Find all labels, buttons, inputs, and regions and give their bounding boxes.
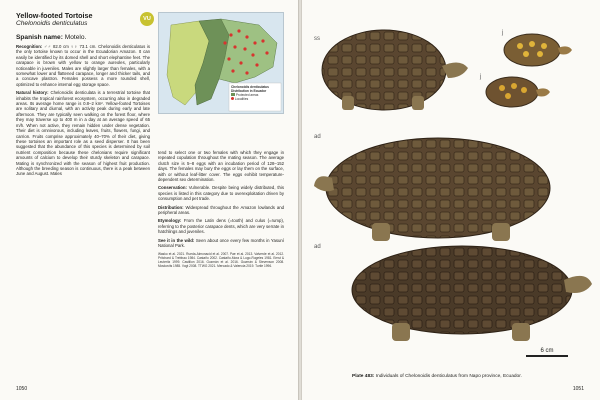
- tortoise-photos-graphic: [312, 18, 592, 348]
- spanish-name-label: Spanish name:: [16, 34, 63, 41]
- specimen-label: j: [480, 74, 482, 80]
- scientific-name: Chelonoidis denticulatus: [16, 20, 88, 27]
- plate-caption: [352, 374, 582, 379]
- plate-photographs: [312, 18, 592, 348]
- right-page: [302, 0, 600, 400]
- paragraph-distribution: Distribution: Widespread throughout the Amazon lowlands and peripheral areas.: [158, 204, 284, 216]
- spanish-name-value: Motelo.: [64, 34, 87, 41]
- paragraph-recognition: Recognition: ♂♂ 82.0 cm ♀♀ 73.1 cm. Chelonoidis denticulatus is the only tortoise known to occur in the Ecuadorian Amazon. It can easily be identified by its domed shell and short elephantine feet. The carapace is brown with yellow to orange aureoles, particularly noticeable in juveniles. Males are slightly larger than females, with a somewhat lower and flattened carapace, longer and thicker tails, and a concave plastron. Females possess a more rounded shell, optimized to enhance internal egg storage space.: [16, 44, 150, 87]
- paragraph-conservation: Conservation: Vulnerable. Despite being widely distributed, this species is listed in this category due to overexploitation driven by consumption and pet trade.: [158, 185, 284, 202]
- caption-label: Plate 483:: [352, 374, 375, 379]
- specimen-label: ss: [314, 36, 320, 42]
- scale-bar: [526, 348, 568, 357]
- specimen-label: j: [502, 30, 504, 36]
- page-number-right: 1051: [572, 386, 584, 392]
- scale-label: 6 cm: [540, 348, 554, 354]
- specimen-label: ad: [314, 134, 321, 140]
- distribution-map: [158, 12, 284, 114]
- common-name: Yellow-footed Tortoise: [16, 11, 93, 20]
- paragraph-natural-history: Natural history: Chelonoidis denticulata is a terrestrial tortoise that inhabits the tropical rainforest ecosystem, occurring also in degraded areas. Its average home range is 0.8–2 km². Yellow-footed Tortoises are solitary and diurnal, with an activity peak during early and late afternoon. They are typically seen walking on the forest floor, where they may traverse up to 400 m in a day at an average speed of 65 m/h. When not active, they remain hidden under dense vegetation. Their diet is omnivorous, including leaves, fruits, flowers, fungi, and carrion. Fruits comprise approximately 40–70% of their diet, giving these tortoises an important role as a seed disperser. It has been suggested that the abundance of this species is determined by soil nutrient composition because these chelonians require significant amounts of calcium to develop their sturdy skeleton and carapace. Mating is synchronized with the season of highest fruit production. Although the breeding season is continuous, there is a peak between June and August. Males: [16, 90, 151, 177]
- left-text-column: [16, 44, 150, 180]
- references: Wasko et al. 2021. Rueda-Almonacid et al. 2007. Pae et al. 2013. Valverde et al. 2012. Pritchard & Trebbau 1984. Castaño 2002. Castaño-Mora & Lugo-Rugeles 1981. Ernst & Leuteritz 1999. Castillon 2016. Guzmán et al. 2016. Guzmán & Stevenson 2008. Moskovits 1985. Vogt 2008. TTWG 2021. Mercado & Valencia 2019. Turtle 1996.: [158, 251, 284, 268]
- paragraph-etymology: Etymology: From the Latin dens (=tooth) and culus (=rump), referring to the posterior carapace dents, which are very serrate in hatchlings and juveniles.: [158, 218, 284, 235]
- status-badge: VU: [140, 12, 154, 26]
- map-legend-item: Localities: [231, 97, 279, 101]
- page-number-left: 1050: [16, 386, 28, 392]
- caption-text: Individuals of Chelonoidis denticulatus from Napo province, Ecuador.: [375, 374, 522, 379]
- specimen-label: ad: [314, 244, 321, 250]
- paragraph-see-in-wild: See it in the wild: Seen about once every few months in Yasuní National Park.: [158, 237, 284, 249]
- map-legend-title: Chelonoidis denticulatus Distribution in Ecuador: [231, 85, 269, 93]
- paragraph-continued: tend to select one or two females with which they engage in repeated copulation throughout the mating season. The average clutch size is 5–8 eggs with an incubation period of 128–152 days. The females may bury the eggs or lay them on the surface, with or without leaf-litter cover. The eggs exhibit temperature-dependent sex determination.: [158, 150, 284, 183]
- map-legend-item: Protected areas: [231, 93, 279, 97]
- left-page: [0, 0, 298, 400]
- right-text-column: [158, 150, 284, 268]
